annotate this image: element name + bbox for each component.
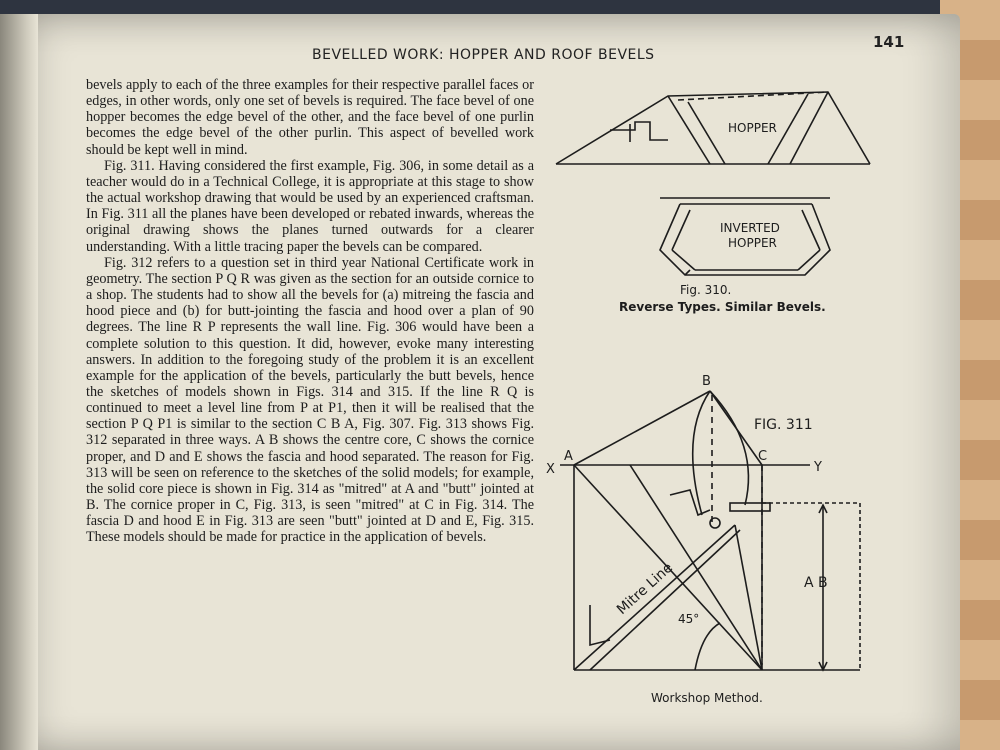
- paragraph-2: Fig. 311. Having considered the first example, Fig. 306, in some detail as a teacher would do in a Technical College, it is appropriate at this stage to show the actual workshop drawing that would be used by an experienced craftsman. In Fig. 311 all the planes have been developed or rebated inwards, whereas the original drawing shows the planes turned outwards for a clearer understanding. With a little tracing paper the bevels can be compared.: [86, 157, 534, 255]
- dimension-ab-label: A B: [804, 575, 828, 591]
- paragraph-1: bevels apply to each of the three examples for their respective parallel faces or edges, in other words, only one set of bevels is required. The face bevel of one hopper becomes the edge bevel of the other, and the face bevel of one purlin becomes the edge bevel of the other purlin. This aspect of bevelled work should be kept well in mind.: [86, 77, 534, 158]
- fig-310-caption-number: Fig. 310.: [680, 283, 732, 297]
- point-x-label: X: [546, 462, 555, 477]
- point-y-label: Y: [814, 460, 822, 475]
- figure-310-hopper-drawing: [540, 80, 880, 310]
- running-title: BEVELLED WORK: HOPPER AND ROOF BEVELS: [312, 47, 655, 63]
- fig-311-title: FIG. 311: [754, 417, 813, 433]
- figure-311-workshop-drawing: [530, 365, 870, 685]
- point-b-label: B: [702, 374, 711, 389]
- inverted-hopper-label-line1: INVERTED: [720, 221, 780, 235]
- fig-311-caption: Workshop Method.: [651, 691, 763, 705]
- mitre-line-label: Mitre Line: [613, 559, 677, 618]
- book-gutter: [0, 14, 38, 750]
- paragraph-3: Fig. 312 refers to a question set in third year National Certificate work in geometry. The section P Q R was given as the section for an outside cornice to a shop. The students had to show all the bevels for (a) mitreing the fascia and hood piece and (b) for butt-jointing the fascia and hood over a plan of 90 degrees. The line R P represents the wall line. Fig. 306 would have been a complete solution to this question. It did, however, evoke many interesting answers. In addition to the foregoing study of the problem it is an excellent example for the application of the bevels, particularly the butt bevels, hence the sketches of models shown in Figs. 314 and 315. If the line R Q is continued to meet a level line from P at P1, then it will be realised that the section P Q P1 is similar to the section C B A, Fig. 307. Fig. 313 shows Fig. 312 separated in three ways. A B shows the centre core, C shows the cornice proper, and D and E shows the fascia and hood separated. The reason for Fig. 313 will be seen on reference to the sketches of the solid models; for example, the solid core piece is shown in Fig. 314 as "mitred" at A and "butt" jointed at B. The cornice proper in C, Fig. 313, is seen "mitred" at C in Fig. 314. The fascia D and hood E in Fig. 313 are seen "butt" jointed at D and E, Fig. 315. These models should be made for practice in the application of bevels.: [86, 254, 534, 546]
- angle-label: 45°: [678, 612, 700, 626]
- fig-310-caption-text: Reverse Types. Similar Bevels.: [619, 300, 826, 314]
- body-text-column: [86, 77, 534, 546]
- inverted-hopper-label-line2: HOPPER: [728, 236, 777, 250]
- page-number: 141: [873, 33, 905, 51]
- hopper-label: HOPPER: [728, 121, 777, 135]
- point-c-label: C: [758, 449, 768, 464]
- point-a-label: A: [564, 449, 573, 464]
